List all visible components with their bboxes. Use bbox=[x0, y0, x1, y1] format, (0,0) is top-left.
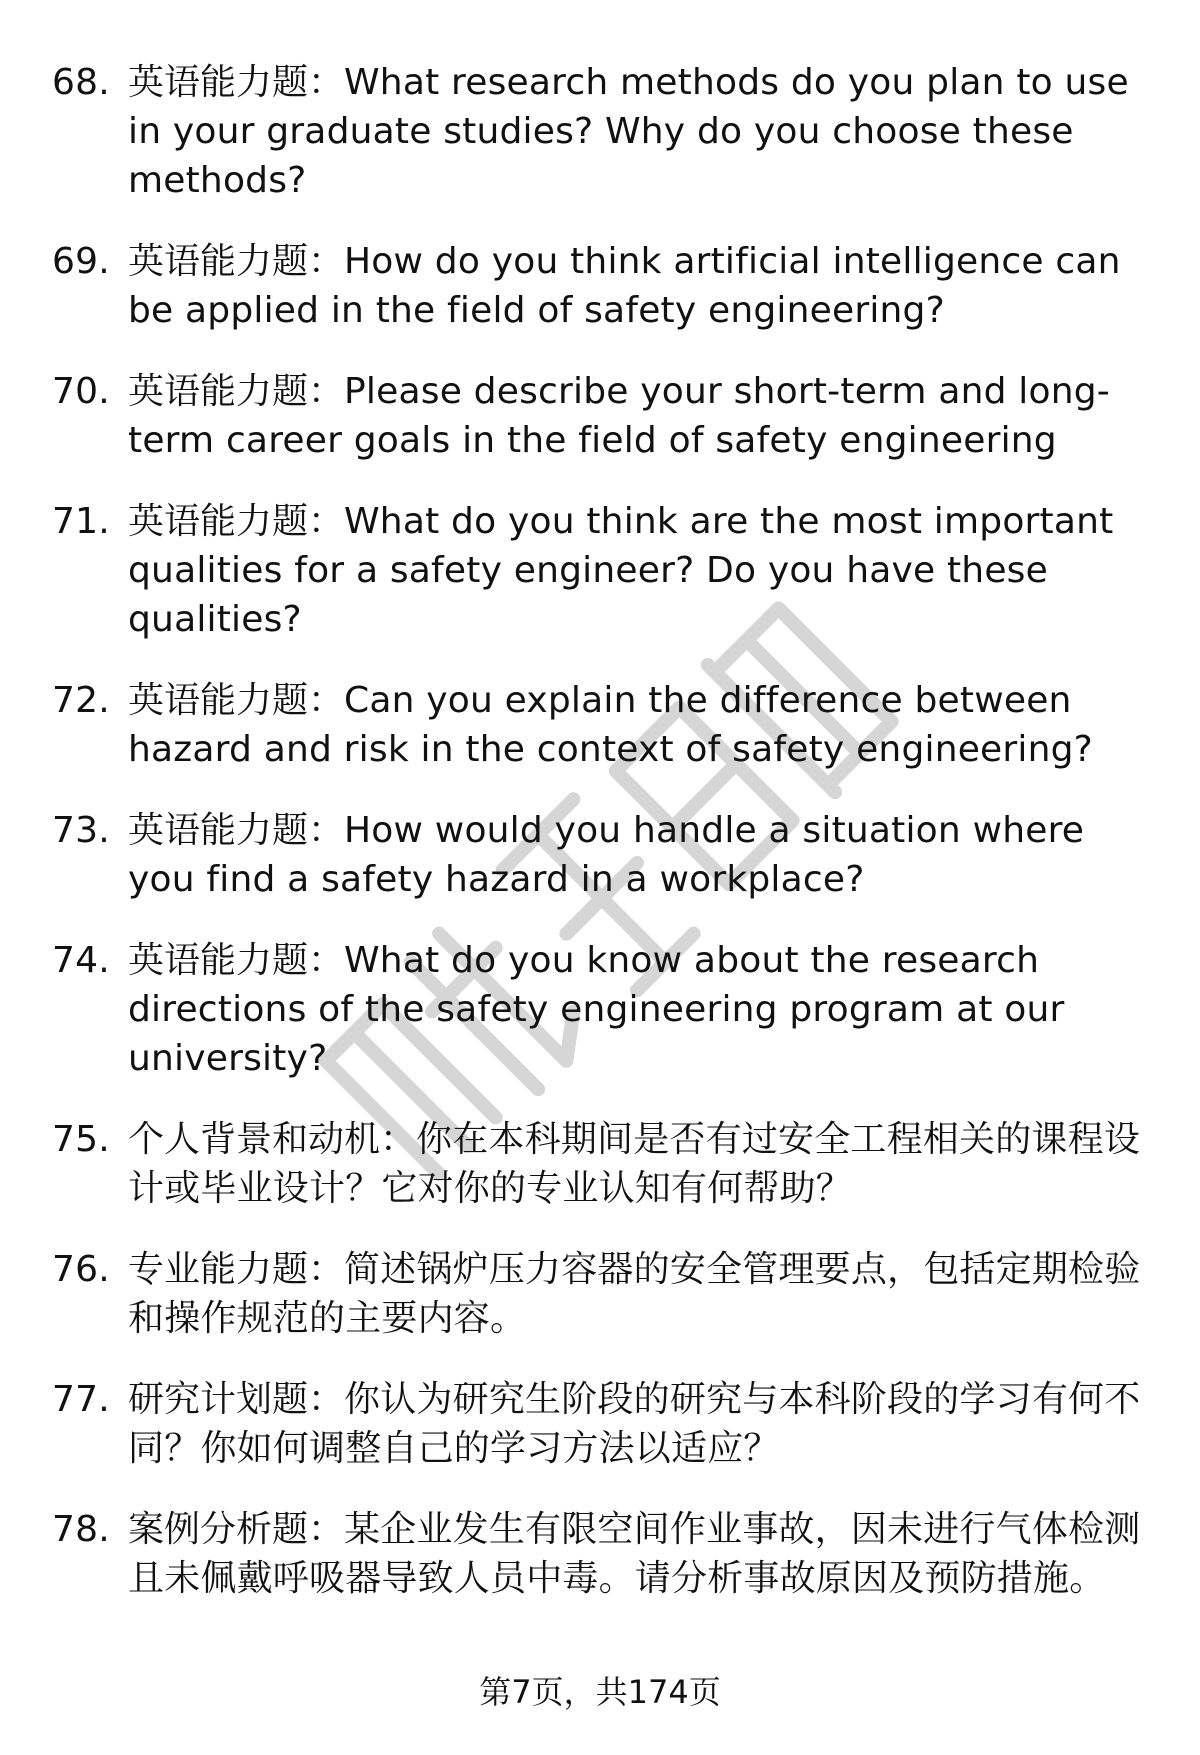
question-text: How do you think artificial intelligence can be applied in the field of safety engineering? bbox=[128, 241, 1121, 331]
question-item bbox=[0, 58, 1200, 205]
question-text: Please describe your short-term and long-term career goals in the field of safety engineering bbox=[128, 371, 1110, 461]
question-text: How would you handle a situation where you find a safety hazard in a workplace? bbox=[128, 810, 1085, 900]
page-footer: 第7页，共174页 bbox=[479, 1673, 721, 1711]
question-text: 你在本科期间是否有过安全工程相关的课程设计或毕业设计？它对你的专业认知有何帮助？ bbox=[128, 1119, 1141, 1209]
question-item bbox=[0, 497, 1200, 644]
question-number: 74. bbox=[52, 940, 110, 981]
question-text: Can you explain the difference between hazard and risk in the context of safety engineering? bbox=[128, 680, 1093, 770]
question-category: 英语能力题： bbox=[128, 371, 345, 412]
question-text: What research methods do you plan to use in your graduate studies? Why do you choose these methods? bbox=[128, 62, 1129, 201]
question-list bbox=[0, 58, 1200, 1635]
question-item bbox=[0, 1245, 1200, 1343]
question-number: 70. bbox=[52, 371, 110, 412]
question-text: What do you think are the most important qualities for a safety engineer? Do you have these qualities? bbox=[128, 501, 1114, 640]
question-item bbox=[0, 1505, 1200, 1603]
question-text: What do you know about the research directions of the safety engineering program at our university? bbox=[128, 940, 1065, 1079]
question-number: 69. bbox=[52, 241, 110, 282]
question-category: 个人背景和动机： bbox=[128, 1119, 417, 1160]
question-item bbox=[0, 367, 1200, 465]
question-category: 英语能力题： bbox=[128, 62, 345, 103]
question-text: 简述锅炉压力容器的安全管理要点，包括定期检验和操作规范的主要内容。 bbox=[128, 1249, 1141, 1339]
question-text: 某企业发生有限空间作业事故，因未进行气体检测且未佩戴呼吸器导致人员中毒。请分析事故原因及预防措施。 bbox=[128, 1509, 1141, 1599]
question-category: 英语能力题： bbox=[128, 940, 345, 981]
question-category: 英语能力题： bbox=[128, 501, 345, 542]
question-category: 研究计划题： bbox=[128, 1379, 345, 1420]
question-item bbox=[0, 1375, 1200, 1473]
question-category: 案例分析题： bbox=[128, 1509, 345, 1550]
question-text: 你认为研究生阶段的研究与本科阶段的学习有何不同？你如何调整自己的学习方法以适应？ bbox=[128, 1379, 1141, 1469]
question-item bbox=[0, 936, 1200, 1083]
question-number: 72. bbox=[52, 680, 110, 721]
question-number: 77. bbox=[52, 1379, 110, 1420]
question-category: 英语能力题： bbox=[128, 810, 345, 851]
question-item bbox=[0, 237, 1200, 335]
question-number: 75. bbox=[52, 1119, 110, 1160]
question-item bbox=[0, 676, 1200, 774]
question-number: 68. bbox=[52, 62, 110, 103]
question-category: 英语能力题： bbox=[128, 680, 345, 721]
question-number: 78. bbox=[52, 1509, 110, 1550]
question-number: 76. bbox=[52, 1249, 110, 1290]
question-category: 专业能力题： bbox=[128, 1249, 345, 1290]
question-category: 英语能力题： bbox=[128, 241, 345, 282]
question-number: 71. bbox=[52, 501, 110, 542]
question-item bbox=[0, 1115, 1200, 1213]
question-item bbox=[0, 806, 1200, 904]
question-number: 73. bbox=[52, 810, 110, 851]
